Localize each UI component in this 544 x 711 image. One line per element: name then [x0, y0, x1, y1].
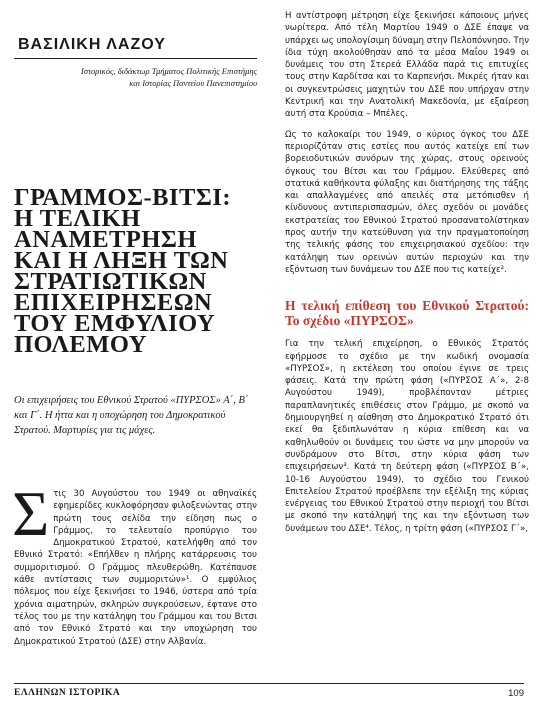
- drop-cap: Σ: [12, 478, 50, 549]
- title-line: Η ΤΕΛΙΚΗ: [14, 205, 141, 232]
- body-paragraph: Ως το καλοκαίρι του 1949, ο κύριος όγκος του ΔΣΕ περιορίζόταν στις εστίες που αυτός κατείχε επί των βορειοδυτικών συνόρων της χώρας, στους ορεινούς όγκους του Βίτσι και του Γράμμου. Ελεύθερες από στατικά καθήκοντα φύλαξης και διατήρησης της τάξης και απαλλαγμένες από απειλές στα μετόπισθεν ή κίνδυνους αντιπερισπασμών, όλες σχεδόν οι μονάδες εκστρατείας του Εθνικού Στρατού προσανατολίστηκαν προς αυτήν την κατεύθυνση για την πραγματοποίηση της τελικής φάσης του επιχειρησιακού σχεδίου: την κατάληψη των ορεινών αυτών περιοχών και την εξόντωση των δυνάμεων του ΔΣΕ που τις κατείχε².: [285, 129, 529, 275]
- intro-paragraph: [12, 478, 257, 648]
- page-number: 109: [508, 688, 524, 699]
- body-paragraph: Η αντίστροφη μέτρηση είχε ξεκινήσει κάποιους μήνες νωρίτερα. Από τέλη Μαρτίου 1949 ο ΔΣΕ έπαψε να υπάρχει ως υπολογίσιμη δύναμη στην Πελοπόννησο. Την ίδια τύχη ακολούθησαν από τα μέσα Μαΐου 1949 οι δυνάμεις του στη Στερεά Ελλάδα παρά τις επιτυχίες τους στην Καρδίτσα και το Καρπενήσι. Μικρές ήταν και οι συγκεντρώσεις μαχητών του ΔΣΕ που υπήρχαν στην Κεντρική και την Ανατολική Μακεδονία, με εξαίρεση αυτή στα Κρούσια – Μπέλες.: [285, 11, 529, 120]
- article-subtitle: Οι επιχειρήσεις του Εθνικού Στρατού «ΠΥΡΣΟΣ» Α΄, Β΄ και Γ΄. Η ήττα και η υποχώρηση του Δημοκρατικού Στρατού. Μαρτυρίες για τις μάχες.: [14, 395, 249, 436]
- body-paragraph: Για την τελική επιχείρηση, ο Εθνικός Στρατός εφήρμοσε το σχέδιο με την κωδική ονομασία «ΠΥΡΣΟΣ», η εκτέλεση του οποίου έγινε σε τρεις φάσεις. Κατά την πρώτη φάση («ΠΥΡΣΟΣ Α΄», 2-8 Αυγούστου 1949), προβλέπονταν μέτριες παραπλανητικές επιθέσεις στον Γράμμο, με σκοπό να δημιουργηθεί η αίσθηση στο Δημοκρατικό Στρατό ότι εκεί θα ξεδιπλωνόταν η κύρια επίθεση και να καθηλωθούν οι δυνάμεις του ώστε να μην μπορούν να συνδράμουν στο Βίτσι, στην κύρια φάση των επιχειρήσεων³. Κατά τη δεύτερη φάση («ΠΥΡΣΟΣ Β΄», 10-16 Αυγούστου 1949), το σχέδιο του Γενικού Επιτελείου Στρατού προέβλεπε την εξέλιξη της κύριας ενέργειας του Εθνικού Στρατού στην περιοχή του Βίτσι με σκοπό την κατάληψή της και την εξόντωση των δυνάμεων του ΔΣΕ⁴. Τέλος, η τρίτη φάση («ΠΥΡΣΟΣ Γ΄»,: [285, 339, 529, 534]
- title-line: ΤΟΥ ΕΜΦΥΛΙΟΥ: [14, 310, 216, 337]
- title-line: ΚΑΙ Η ΛΗΞΗ ΤΩΝ: [14, 247, 229, 274]
- affiliation-line: Ιστορικός, διδάκτωρ Τμήματος Πολιτικής Επιστήμης: [80, 66, 257, 76]
- intro-text: τις 30 Αυγούστου του 1949 οι αθηναϊκές εφημερίδες κυκλοφόρησαν φιλοξενώντας στην πρώτη τους σελίδα την είδηση πως ο Γράμμος, το τελευταίο προπύργιο του Δημοκρατικού Στρατού, κατελήφθη από τον Εθνικό Στρατό: «Επήλθεν η πλήρης κατάρρευσις του συμμοριτισμού. Ο Γράμμος πλευθερώθη. Κατέπαυσε κάθε αντίστασις των συμμοριτών»¹. Ο εμφύλιος πόλεμος που είχε ξεκινήσει το 1946, ύστερα από τρία χρόνια αιματηρών, σκληρών συγκρούσεων, έφτανε στο τέλος του με την κατάληψη του Γράμμου και του Βιτσι από τον Εθνικό Στρατό και την υποχώρηση του Δημοκρατικού Στρατού (ΔΣΕ) στην Αλβανία.: [14, 489, 257, 647]
- page-footer: [14, 683, 524, 702]
- article-title: [14, 184, 257, 358]
- title-line: ΓΡΑΜΜΟΣ-ΒΙΤΣΙ:: [14, 184, 232, 211]
- section-heading: Η τελική επίθεση του Εθνικού Στρατού: Το σχέδιο «ΠΥΡΣΟΣ»: [285, 298, 529, 329]
- title-line: ΠΟΛΕΜΟΥ: [14, 331, 147, 358]
- right-column: [285, 10, 529, 543]
- author-affiliation: [14, 65, 257, 89]
- journal-name: ΕΛΛΗΝΩΝ ΙΣΤΟΡΙΚΑ: [14, 688, 121, 698]
- title-line: ΕΠΙΧΕΙΡΗΣΕΩΝ: [14, 289, 213, 316]
- title-line: ΣΤΡΑΤΙΩΤΙΚΩΝ: [14, 268, 207, 295]
- affiliation-line: και Ιστορίας Παντείου Πανεπιστημίου: [129, 78, 257, 88]
- author-name: ΒΑΣΙΛΙΚΗ ΛΑΖΟΥ: [14, 30, 257, 59]
- title-line: ΑΝΑΜΕΤΡΗΣΗ: [14, 226, 197, 253]
- left-column: [14, 30, 257, 648]
